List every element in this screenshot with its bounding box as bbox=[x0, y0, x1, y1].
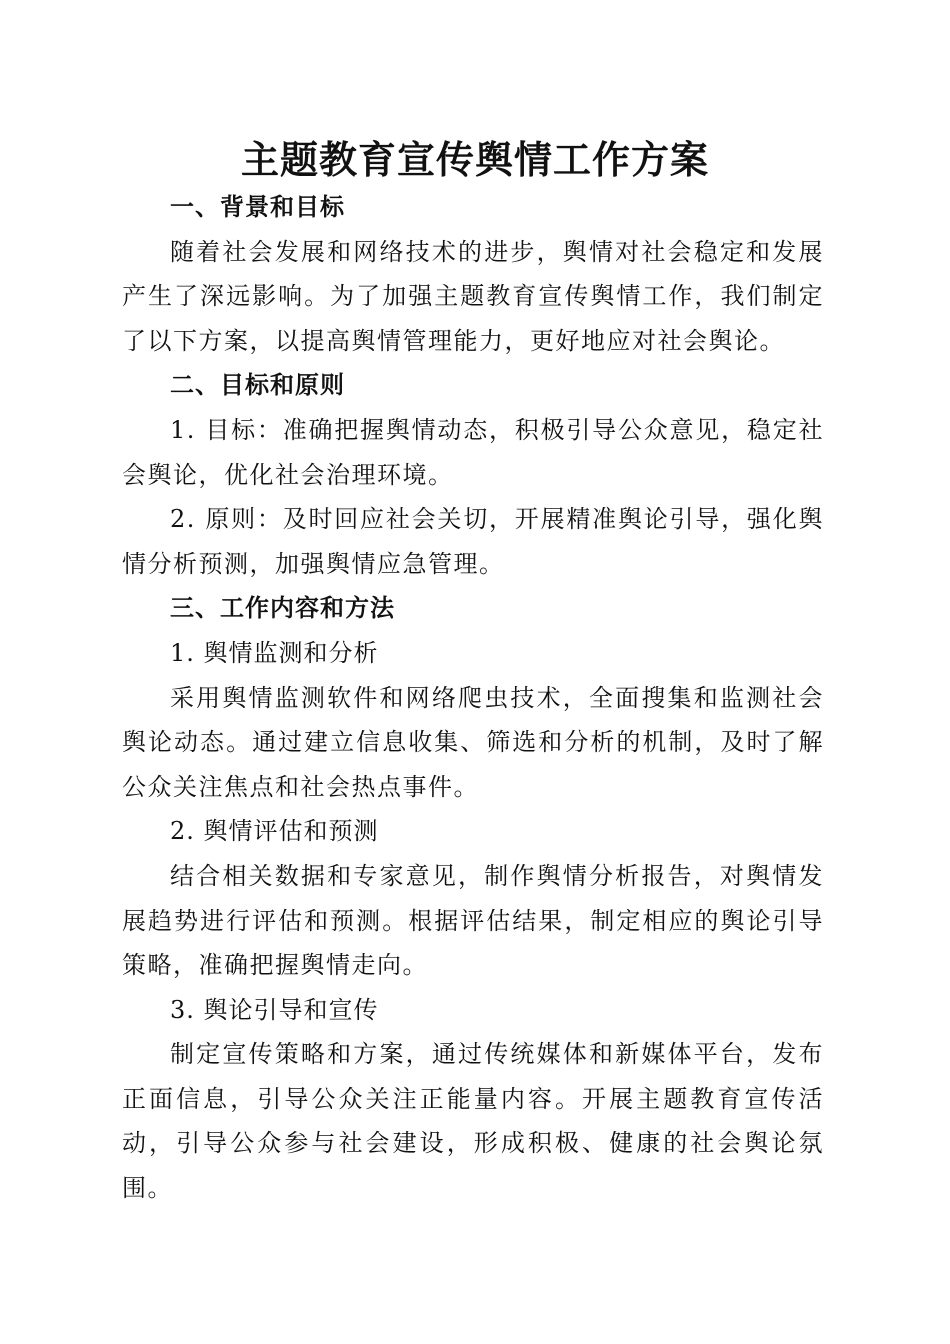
document-body bbox=[122, 185, 824, 1211]
subheading-assessment: 2. 舆情评估和预测 bbox=[170, 817, 379, 846]
paragraph-background: 随着社会发展和网络技术的进步，舆情对社会稳定和发展产生了深远影响。为了加强主题教育宣传舆情工作，我们制定了以下方案，以提高舆情管理能力，更好地应对社会舆论。 bbox=[122, 237, 824, 355]
section-heading-work-content: 三、工作内容和方法 bbox=[170, 594, 395, 623]
paragraph-assessment: 结合相关数据和专家意见，制作舆情分析报告，对舆情发展趋势进行评估和预测。根据评估结果，制定相应的舆论引导策略，准确把握舆情走向。 bbox=[122, 861, 824, 980]
subheading-guidance: 3. 舆论引导和宣传 bbox=[170, 995, 379, 1024]
paragraph-monitoring: 采用舆情监测软件和网络爬虫技术，全面搜集和监测社会舆论动态。通过建立信息收集、筛选和分析的机制，及时了解公众关注焦点和社会热点事件。 bbox=[122, 683, 824, 801]
document-title: 主题教育宣传舆情工作方案 bbox=[240, 137, 709, 182]
section-heading-goals: 二、目标和原则 bbox=[170, 371, 345, 400]
paragraph-principle: 2. 原则：及时回应社会关切，开展精准舆论引导，强化舆情分析预测，加强舆情应急管理。 bbox=[122, 505, 824, 578]
paragraph-guidance: 制定宣传策略和方案，通过传统媒体和新媒体平台，发布正面信息，引导公众关注正能量内容。开展主题教育宣传活动，引导公众参与社会建设，形成积极、健康的社会舆论氛围。 bbox=[122, 1040, 824, 1203]
subheading-monitoring: 1. 舆情监测和分析 bbox=[170, 638, 379, 667]
section-heading-background: 一、背景和目标 bbox=[170, 193, 345, 221]
paragraph-goal: 1. 目标：准确把握舆情动态，积极引导公众意见，稳定社会舆论，优化社会治理环境。 bbox=[122, 415, 824, 489]
